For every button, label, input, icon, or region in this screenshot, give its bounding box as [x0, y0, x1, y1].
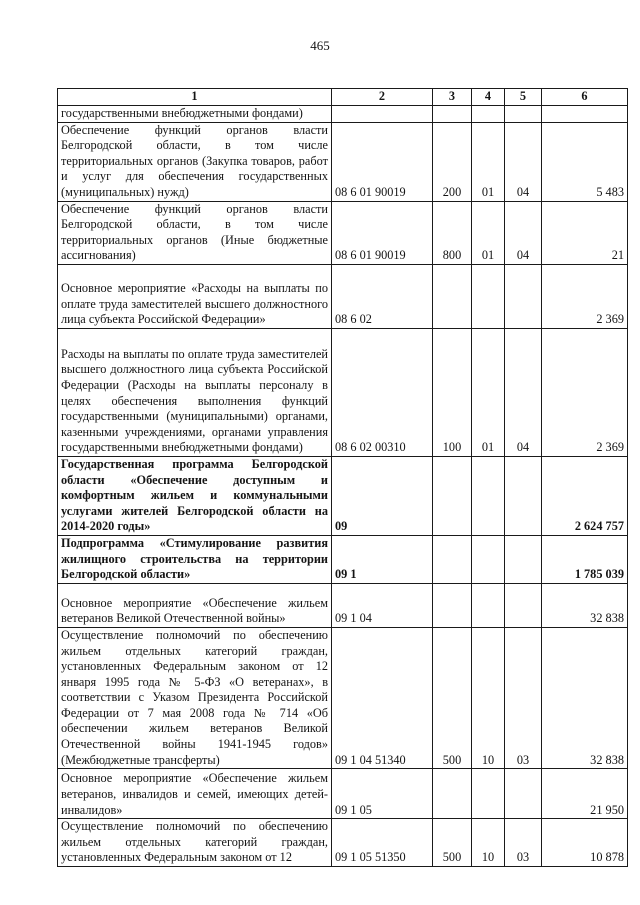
- row-expense-type: [433, 456, 472, 535]
- row-subsection: [505, 264, 542, 328]
- table-row: [58, 201, 628, 264]
- table-row: [58, 583, 628, 627]
- row-amount: 2 369: [542, 264, 628, 328]
- header-col-3: 3: [433, 89, 472, 106]
- table-row: [58, 328, 628, 456]
- row-expense-type: 500: [433, 819, 472, 867]
- header-col-2: 2: [332, 89, 433, 106]
- row-section: 10: [472, 819, 505, 867]
- table-row: [58, 769, 628, 819]
- row-section: [472, 535, 505, 583]
- row-expense-type: 200: [433, 122, 472, 201]
- header-row: [58, 89, 628, 106]
- row-subsection: [505, 456, 542, 535]
- row-amount: [542, 106, 628, 123]
- row-code: 09 1 04: [332, 583, 433, 627]
- row-expense-type: 100: [433, 328, 472, 456]
- row-section: [472, 106, 505, 123]
- row-subsection: [505, 535, 542, 583]
- table-row: [58, 535, 628, 583]
- header-col-4: 4: [472, 89, 505, 106]
- row-amount: 21 950: [542, 769, 628, 819]
- row-amount: 1 785 039: [542, 535, 628, 583]
- row-subsection: [505, 769, 542, 819]
- row-expense-type: [433, 535, 472, 583]
- row-code: 09: [332, 456, 433, 535]
- table-row: [58, 122, 628, 201]
- row-amount: 32 838: [542, 627, 628, 768]
- row-section: [472, 769, 505, 819]
- row-name: Основное мероприятие «Обеспечение жильем ветеранов, инвалидов и семей, имеющих детей-инвалидов»: [58, 769, 332, 819]
- row-section: 01: [472, 201, 505, 264]
- row-section: 10: [472, 627, 505, 768]
- row-amount: 21: [542, 201, 628, 264]
- table-row: [58, 106, 628, 123]
- row-section: [472, 583, 505, 627]
- row-section: [472, 456, 505, 535]
- row-code: [332, 106, 433, 123]
- row-code: 08 6 02: [332, 264, 433, 328]
- row-name: Основное мероприятие «Обеспечение жильем ветеранов Великой Отечественной войны»: [58, 583, 332, 627]
- table-row: [58, 819, 628, 867]
- table-row: [58, 456, 628, 535]
- row-subsection: [505, 106, 542, 123]
- row-name: Обеспечение функций органов власти Белгородской области, в том числе территориальных органов (Закупка товаров, работ и услуг для обеспечения государственных (муниципальных) нужд): [58, 122, 332, 201]
- budget-table: [57, 88, 628, 867]
- row-amount: 32 838: [542, 583, 628, 627]
- page-number: 465: [310, 38, 330, 53]
- row-code: 08 6 01 90019: [332, 122, 433, 201]
- row-name: Государственная программа Белгородской области «Обеспечение доступным и комфортным жильем и коммунальными услугами жителей Белгородской области на 2014-2020 годы»: [58, 456, 332, 535]
- row-code: 09 1 05 51350: [332, 819, 433, 867]
- row-subsection: 04: [505, 201, 542, 264]
- row-code: 09 1: [332, 535, 433, 583]
- row-amount: 5 483: [542, 122, 628, 201]
- row-section: [472, 264, 505, 328]
- row-section: 01: [472, 122, 505, 201]
- table-row: [58, 627, 628, 768]
- row-section: 01: [472, 328, 505, 456]
- row-subsection: 04: [505, 328, 542, 456]
- row-subsection: 03: [505, 627, 542, 768]
- row-name: Осуществление полномочий по обеспечению жильем отдельных категорий граждан, установленных Федеральным законом от 12 января 1995 года № 5-ФЗ «О ветеранах», в соответствии с Указом Президента Российской Федерации от 7 мая 2008 года № 714 «Об обеспечении жильем ветеранов Великой Отечественной войны 1941-1945 годов» (Межбюджетные трансферты): [58, 627, 332, 768]
- header-col-6: 6: [542, 89, 628, 106]
- row-name: государственными внебюджетными фондами): [58, 106, 332, 123]
- row-amount: 2 369: [542, 328, 628, 456]
- row-code: 08 6 01 90019: [332, 201, 433, 264]
- table-body: [58, 106, 628, 867]
- row-expense-type: [433, 769, 472, 819]
- row-amount: 2 624 757: [542, 456, 628, 535]
- row-expense-type: [433, 583, 472, 627]
- row-expense-type: [433, 106, 472, 123]
- row-subsection: 04: [505, 122, 542, 201]
- row-name: Осуществление полномочий по обеспечению жильем отдельных категорий граждан, установленных Федеральным законом от 12: [58, 819, 332, 867]
- header-col-1: 1: [58, 89, 332, 106]
- row-amount: 10 878: [542, 819, 628, 867]
- row-expense-type: [433, 264, 472, 328]
- row-name: Расходы на выплаты по оплате труда заместителей высшего должностного лица субъекта Российской Федерации (Расходы на выплаты персоналу в целях обеспечения выполнения функций государственными (муниципальными) органами, казенными учреждениями, органами управления государственными внебюджетными фондами): [58, 328, 332, 456]
- row-name: Подпрограмма «Стимулирование развития жилищного строительства на территории Белгородской области»: [58, 535, 332, 583]
- row-expense-type: 800: [433, 201, 472, 264]
- table-row: [58, 264, 628, 328]
- header-col-5: 5: [505, 89, 542, 106]
- row-name: Обеспечение функций органов власти Белгородской области, в том числе территориальных органов (Иные бюджетные ассигнования): [58, 201, 332, 264]
- row-code: 09 1 05: [332, 769, 433, 819]
- row-expense-type: 500: [433, 627, 472, 768]
- row-subsection: [505, 583, 542, 627]
- row-subsection: 03: [505, 819, 542, 867]
- row-code: 09 1 04 51340: [332, 627, 433, 768]
- row-name: Основное мероприятие «Расходы на выплаты по оплате труда заместителей высшего должностного лица субъекта Российской Федерации»: [58, 264, 332, 328]
- row-code: 08 6 02 00310: [332, 328, 433, 456]
